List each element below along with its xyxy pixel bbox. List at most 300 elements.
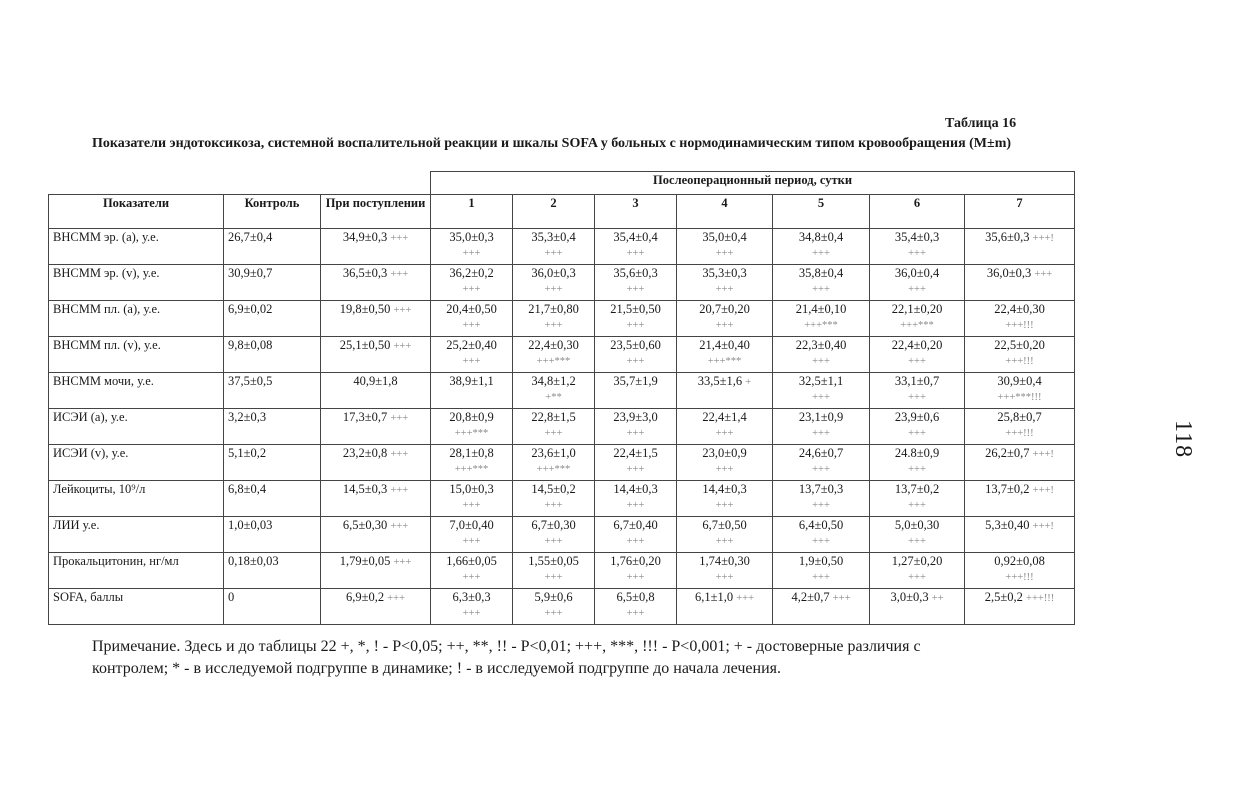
significance-mark: +++!!! xyxy=(1005,572,1034,583)
cell-value: 22,4±0,20 xyxy=(891,338,943,352)
value-cell xyxy=(773,301,870,337)
significance-mark: +++ xyxy=(390,413,409,424)
cell-value: 1,79±0,05 xyxy=(339,554,391,568)
table-row xyxy=(49,337,1075,373)
cell-value: 35,4±0,3 xyxy=(894,230,940,244)
cell-value: 1,9±0,50 xyxy=(798,554,844,568)
value-cell xyxy=(870,301,965,337)
significance-mark: +++ xyxy=(715,464,734,475)
cell-value: 22,4±1,5 xyxy=(613,446,658,460)
significance-mark: +++ xyxy=(544,428,563,439)
cell-value: 35,3±0,4 xyxy=(531,230,576,244)
significance-mark: +++ xyxy=(812,464,830,475)
significance-mark: +++ xyxy=(626,320,645,331)
cell-value: 23,1±0,9 xyxy=(798,410,844,424)
control-value: 6,8±0,4 xyxy=(224,481,321,517)
period-header: Послеоперационный период, сутки xyxy=(431,172,1075,195)
significance-mark: +++ xyxy=(626,536,645,547)
significance-mark: +++ xyxy=(544,284,563,295)
value-cell xyxy=(870,553,965,589)
page-number: 118 xyxy=(1170,420,1196,459)
significance-mark: +++ xyxy=(462,356,481,367)
significance-mark: +++ xyxy=(626,464,645,475)
table-row xyxy=(49,589,1075,625)
significance-mark: +++ xyxy=(908,248,926,259)
cell-value: 22,1±0,20 xyxy=(891,302,943,316)
significance-mark: +++ xyxy=(390,485,409,496)
significance-mark: +++! xyxy=(1032,233,1054,244)
column-header: 4 xyxy=(677,195,773,229)
significance-mark: +++ xyxy=(715,428,734,439)
significance-mark: +++ xyxy=(1034,269,1053,280)
significance-mark: + xyxy=(745,377,752,388)
value-cell xyxy=(965,373,1075,409)
value-cell xyxy=(677,301,773,337)
significance-mark: +++ xyxy=(812,536,830,547)
control-value: 26,7±0,4 xyxy=(224,229,321,265)
significance-mark: +++!!! xyxy=(1005,356,1034,367)
value-cell xyxy=(513,373,595,409)
cell-value: 22,5±0,20 xyxy=(994,338,1045,352)
cell-value: 1,76±0,20 xyxy=(610,554,661,568)
significance-mark: +++ xyxy=(626,608,645,619)
significance-mark: +++!!! xyxy=(1026,593,1055,604)
cell-value: 34,8±1,2 xyxy=(531,374,576,388)
cell-value: 33,5±1,6 xyxy=(697,374,743,388)
value-cell xyxy=(773,229,870,265)
value-cell xyxy=(965,553,1075,589)
value-cell xyxy=(965,517,1075,553)
value-cell xyxy=(965,229,1075,265)
value-cell xyxy=(965,301,1075,337)
value-cell xyxy=(431,229,513,265)
cell-value: 35,3±0,3 xyxy=(702,266,747,280)
significance-mark: +++ xyxy=(715,500,734,511)
cell-value: 0,92±0,08 xyxy=(994,554,1045,568)
significance-mark: ++ xyxy=(931,593,944,604)
value-cell xyxy=(431,445,513,481)
significance-mark: +++ xyxy=(715,284,734,295)
significance-mark: +++ xyxy=(462,536,481,547)
value-cell xyxy=(677,265,773,301)
significance-mark: +++ xyxy=(908,392,926,403)
value-cell xyxy=(870,229,965,265)
value-cell xyxy=(513,553,595,589)
significance-mark: +++ xyxy=(393,341,412,352)
value-cell xyxy=(321,265,431,301)
cell-value: 28,1±0,8 xyxy=(449,446,494,460)
cell-value: 1,55±0,05 xyxy=(528,554,579,568)
row-label: Лейкоциты, 10⁹/л xyxy=(49,481,224,517)
significance-mark: +++ xyxy=(387,593,406,604)
significance-mark: +++ xyxy=(462,608,481,619)
significance-mark: +++ xyxy=(390,269,409,280)
value-cell xyxy=(513,229,595,265)
row-label: SOFA, баллы xyxy=(49,589,224,625)
cell-value: 6,7±0,40 xyxy=(613,518,658,532)
value-cell xyxy=(431,301,513,337)
cell-value: 22,4±0,30 xyxy=(994,302,1045,316)
cell-value: 15,0±0,3 xyxy=(449,482,494,496)
significance-mark: +++ xyxy=(908,536,926,547)
value-cell xyxy=(321,301,431,337)
cell-value: 6,1±1,0 xyxy=(695,590,734,604)
value-cell xyxy=(870,517,965,553)
row-label: ВНСММ эр. (а), у.е. xyxy=(49,229,224,265)
value-cell xyxy=(513,517,595,553)
value-cell xyxy=(431,553,513,589)
cell-value: 35,7±1,9 xyxy=(613,374,658,388)
value-cell xyxy=(321,337,431,373)
cell-value: 21,4±0,40 xyxy=(699,338,750,352)
cell-value: 1,27±0,20 xyxy=(891,554,943,568)
value-cell xyxy=(773,337,870,373)
cell-value: 34,9±0,3 xyxy=(342,230,388,244)
data-table xyxy=(48,171,1075,625)
significance-mark: +++ xyxy=(544,248,563,259)
cell-value: 14,4±0,3 xyxy=(613,482,658,496)
cell-value: 13,7±0,2 xyxy=(985,482,1030,496)
significance-mark: +++ xyxy=(908,464,926,475)
value-cell xyxy=(870,445,965,481)
header-row xyxy=(49,195,1075,229)
significance-mark: +++ xyxy=(736,593,755,604)
value-cell xyxy=(870,265,965,301)
significance-mark: +++! xyxy=(1032,521,1054,532)
cell-value: 35,4±0,4 xyxy=(613,230,658,244)
significance-mark: +++ xyxy=(908,500,926,511)
significance-mark: +++ xyxy=(626,248,645,259)
significance-mark: +++ xyxy=(390,521,409,532)
significance-mark: +++ xyxy=(626,284,645,295)
significance-mark: +++ xyxy=(832,593,851,604)
cell-value: 21,4±0,10 xyxy=(795,302,847,316)
cell-value: 6,3±0,3 xyxy=(452,590,491,604)
cell-value: 35,0±0,4 xyxy=(702,230,747,244)
value-cell xyxy=(595,409,677,445)
significance-mark: +++ xyxy=(908,284,926,295)
column-header: 7 xyxy=(965,195,1075,229)
value-cell xyxy=(595,337,677,373)
value-cell xyxy=(677,337,773,373)
significance-mark: +++ xyxy=(544,536,563,547)
value-cell xyxy=(513,301,595,337)
value-cell xyxy=(870,481,965,517)
value-cell xyxy=(595,229,677,265)
value-cell xyxy=(321,517,431,553)
value-cell xyxy=(321,373,431,409)
row-label: ВНСММ пл. (а), у.е. xyxy=(49,301,224,337)
table-number: Таблица 16 xyxy=(945,116,1017,131)
cell-value: 35,6±0,3 xyxy=(613,266,658,280)
value-cell xyxy=(321,553,431,589)
value-cell xyxy=(431,337,513,373)
table-row xyxy=(49,301,1075,337)
significance-mark: +++! xyxy=(1032,449,1054,460)
significance-mark: +++*** xyxy=(536,464,571,475)
value-cell xyxy=(513,409,595,445)
cell-value: 13,7±0,2 xyxy=(894,482,940,496)
row-label: ВНСММ эр. (v), у.е. xyxy=(49,265,224,301)
table-row xyxy=(49,409,1075,445)
value-cell xyxy=(513,445,595,481)
control-value: 1,0±0,03 xyxy=(224,517,321,553)
significance-mark: +++ xyxy=(626,500,645,511)
significance-mark: +++ xyxy=(462,284,481,295)
significance-mark: +++*** xyxy=(536,356,571,367)
value-cell xyxy=(773,445,870,481)
cell-value: 36,0±0,3 xyxy=(531,266,576,280)
column-header: Показатели xyxy=(49,195,224,229)
value-cell xyxy=(431,265,513,301)
value-cell xyxy=(513,265,595,301)
column-header: 1 xyxy=(431,195,513,229)
cell-value: 6,5±0,30 xyxy=(342,518,388,532)
cell-value: 25,8±0,7 xyxy=(997,410,1042,424)
footnote xyxy=(92,636,1052,680)
value-cell xyxy=(321,409,431,445)
value-cell xyxy=(677,517,773,553)
significance-mark: +++ xyxy=(812,284,830,295)
cell-value: 23,6±1,0 xyxy=(531,446,576,460)
table-row xyxy=(49,517,1075,553)
control-value: 9,8±0,08 xyxy=(224,337,321,373)
significance-mark: +++*** xyxy=(454,464,489,475)
table-row xyxy=(49,373,1075,409)
cell-value: 21,7±0,80 xyxy=(528,302,579,316)
control-value: 3,2±0,3 xyxy=(224,409,321,445)
cell-value: 3,0±0,3 xyxy=(890,590,929,604)
footnote-line-1: Примечание. Здесь и до таблицы 22 +, *, ! - P<0,05; ++, **, !! - P<0,01; +++, ***, !!! - P<0,001; + - достоверные различия с xyxy=(92,638,921,655)
column-header: Контроль xyxy=(224,195,321,229)
significance-mark: +++ xyxy=(544,608,563,619)
significance-mark: +++ xyxy=(812,356,830,367)
significance-mark: +++ xyxy=(908,572,926,583)
cell-value: 5,3±0,40 xyxy=(985,518,1030,532)
value-cell xyxy=(595,589,677,625)
significance-mark: +++ xyxy=(390,449,409,460)
value-cell xyxy=(677,409,773,445)
cell-value: 22,8±1,5 xyxy=(531,410,576,424)
cell-value: 1,66±0,05 xyxy=(446,554,497,568)
cell-value: 23,9±3,0 xyxy=(613,410,658,424)
control-value: 0 xyxy=(224,589,321,625)
cell-value: 5,0±0,30 xyxy=(894,518,940,532)
value-cell xyxy=(431,589,513,625)
value-cell xyxy=(595,517,677,553)
cell-value: 40,9±1,8 xyxy=(353,374,398,388)
significance-mark: +++ xyxy=(544,500,563,511)
cell-value: 35,6±0,3 xyxy=(985,230,1030,244)
row-label: ВНСММ мочи, у.е. xyxy=(49,373,224,409)
value-cell xyxy=(595,553,677,589)
significance-mark: +++*** xyxy=(707,356,742,367)
footnote-line-2: контролем; * - в исследуемой подгруппе в динамике; ! - в исследуемой подгруппе до начала лечения. xyxy=(92,660,781,677)
value-cell xyxy=(870,409,965,445)
cell-value: 13,7±0,3 xyxy=(798,482,844,496)
value-cell xyxy=(773,589,870,625)
header-blank xyxy=(49,172,431,195)
cell-value: 14,5±0,3 xyxy=(342,482,388,496)
significance-mark: +++ xyxy=(462,572,481,583)
value-cell xyxy=(870,589,965,625)
cell-value: 14,5±0,2 xyxy=(531,482,576,496)
value-cell xyxy=(773,373,870,409)
cell-value: 20,7±0,20 xyxy=(699,302,750,316)
cell-value: 21,5±0,50 xyxy=(610,302,661,316)
significance-mark: +++! xyxy=(1032,485,1054,496)
value-cell xyxy=(965,409,1075,445)
value-cell xyxy=(513,481,595,517)
significance-mark: +++ xyxy=(812,572,830,583)
significance-mark: +++ xyxy=(812,428,830,439)
row-label: ИСЭИ (а), у.е. xyxy=(49,409,224,445)
value-cell xyxy=(595,373,677,409)
cell-value: 14,4±0,3 xyxy=(702,482,747,496)
significance-mark: +++*** xyxy=(900,320,934,331)
cell-value: 36,0±0,3 xyxy=(986,266,1032,280)
cell-value: 23,5±0,60 xyxy=(610,338,661,352)
significance-mark: +++!!! xyxy=(1005,320,1034,331)
value-cell xyxy=(965,265,1075,301)
value-cell xyxy=(431,481,513,517)
value-cell xyxy=(677,373,773,409)
value-cell xyxy=(870,337,965,373)
value-cell xyxy=(773,409,870,445)
table-title: Показатели эндотоксикоза, системной воспалительной реакции и шкалы SOFA у больных с нормодинамическим типом кровообращения (M±m) xyxy=(92,136,1012,151)
control-value: 30,9±0,7 xyxy=(224,265,321,301)
cell-value: 36,2±0,2 xyxy=(449,266,494,280)
significance-mark: +** xyxy=(545,392,562,403)
cell-value: 33,1±0,7 xyxy=(894,374,940,388)
cell-value: 35,0±0,3 xyxy=(449,230,494,244)
row-label: ЛИИ у.е. xyxy=(49,517,224,553)
significance-mark: +++ xyxy=(544,572,563,583)
value-cell xyxy=(773,481,870,517)
value-cell xyxy=(431,409,513,445)
cell-value: 34,8±0,4 xyxy=(798,230,844,244)
cell-value: 24.8±0,9 xyxy=(894,446,940,460)
value-cell xyxy=(965,481,1075,517)
cell-value: 23,9±0,6 xyxy=(894,410,940,424)
cell-value: 25,2±0,40 xyxy=(446,338,497,352)
cell-value: 23,0±0,9 xyxy=(702,446,747,460)
value-cell xyxy=(321,445,431,481)
value-cell xyxy=(431,373,513,409)
significance-mark: +++ xyxy=(812,248,830,259)
significance-mark: +++ xyxy=(908,428,926,439)
cell-value: 6,9±0,2 xyxy=(346,590,385,604)
cell-value: 32,5±1,1 xyxy=(798,374,844,388)
cell-value: 30,9±0,4 xyxy=(997,374,1042,388)
significance-mark: +++ xyxy=(393,557,412,568)
cell-value: 36,5±0,3 xyxy=(342,266,388,280)
value-cell xyxy=(595,481,677,517)
significance-mark: +++!!! xyxy=(1005,428,1034,439)
cell-value: 6,5±0,8 xyxy=(616,590,655,604)
cell-value: 19,8±0,50 xyxy=(339,302,391,316)
significance-mark: +++ xyxy=(462,500,481,511)
cell-value: 24,6±0,7 xyxy=(798,446,844,460)
cell-value: 5,9±0,6 xyxy=(534,590,573,604)
significance-mark: +++ xyxy=(390,233,409,244)
table-row xyxy=(49,445,1075,481)
cell-value: 25,1±0,50 xyxy=(339,338,391,352)
significance-mark: +++*** xyxy=(804,320,838,331)
value-cell xyxy=(773,517,870,553)
cell-value: 22,4±1,4 xyxy=(702,410,747,424)
value-cell xyxy=(513,337,595,373)
significance-mark: +++ xyxy=(544,320,563,331)
cell-value: 6,7±0,30 xyxy=(531,518,576,532)
table-row xyxy=(49,553,1075,589)
value-cell xyxy=(965,337,1075,373)
significance-mark: +++ xyxy=(626,428,645,439)
value-cell xyxy=(595,301,677,337)
value-cell xyxy=(595,445,677,481)
cell-value: 22,3±0,40 xyxy=(795,338,847,352)
table-row xyxy=(49,265,1075,301)
value-cell xyxy=(677,589,773,625)
significance-mark: +++***!!! xyxy=(997,392,1042,403)
column-header: 6 xyxy=(870,195,965,229)
cell-value: 7,0±0,40 xyxy=(449,518,494,532)
cell-value: 6,4±0,50 xyxy=(798,518,844,532)
value-cell xyxy=(513,589,595,625)
significance-mark: +++ xyxy=(715,320,734,331)
cell-value: 4,2±0,7 xyxy=(791,590,830,604)
cell-value: 17,3±0,7 xyxy=(342,410,388,424)
significance-mark: +++ xyxy=(462,248,481,259)
row-label: ИСЭИ (v), у.е. xyxy=(49,445,224,481)
control-value: 37,5±0,5 xyxy=(224,373,321,409)
control-value: 0,18±0,03 xyxy=(224,553,321,589)
cell-value: 2,5±0,2 xyxy=(984,590,1023,604)
cell-value: 22,4±0,30 xyxy=(528,338,579,352)
cell-value: 20,8±0,9 xyxy=(449,410,494,424)
value-cell xyxy=(773,265,870,301)
significance-mark: +++ xyxy=(812,392,830,403)
significance-mark: +++ xyxy=(393,305,412,316)
value-cell xyxy=(321,229,431,265)
value-cell xyxy=(431,517,513,553)
column-header: При поступлении xyxy=(321,195,431,229)
control-value: 5,1±0,2 xyxy=(224,445,321,481)
value-cell xyxy=(965,445,1075,481)
value-cell xyxy=(677,481,773,517)
header-row-period xyxy=(49,172,1075,195)
table-row xyxy=(49,481,1075,517)
cell-value: 1,74±0,30 xyxy=(699,554,750,568)
significance-mark: +++ xyxy=(715,248,734,259)
significance-mark: +++ xyxy=(908,356,926,367)
cell-value: 35,8±0,4 xyxy=(798,266,844,280)
value-cell xyxy=(870,373,965,409)
value-cell xyxy=(677,229,773,265)
value-cell xyxy=(677,553,773,589)
significance-mark: +++ xyxy=(462,320,481,331)
table-row xyxy=(49,229,1075,265)
value-cell xyxy=(595,265,677,301)
cell-value: 6,7±0,50 xyxy=(702,518,747,532)
control-value: 6,9±0,02 xyxy=(224,301,321,337)
cell-value: 38,9±1,1 xyxy=(449,374,494,388)
row-label: ВНСММ пл. (v), у.е. xyxy=(49,337,224,373)
significance-mark: +++*** xyxy=(454,428,489,439)
significance-mark: +++ xyxy=(715,536,734,547)
column-header: 5 xyxy=(773,195,870,229)
value-cell xyxy=(773,553,870,589)
